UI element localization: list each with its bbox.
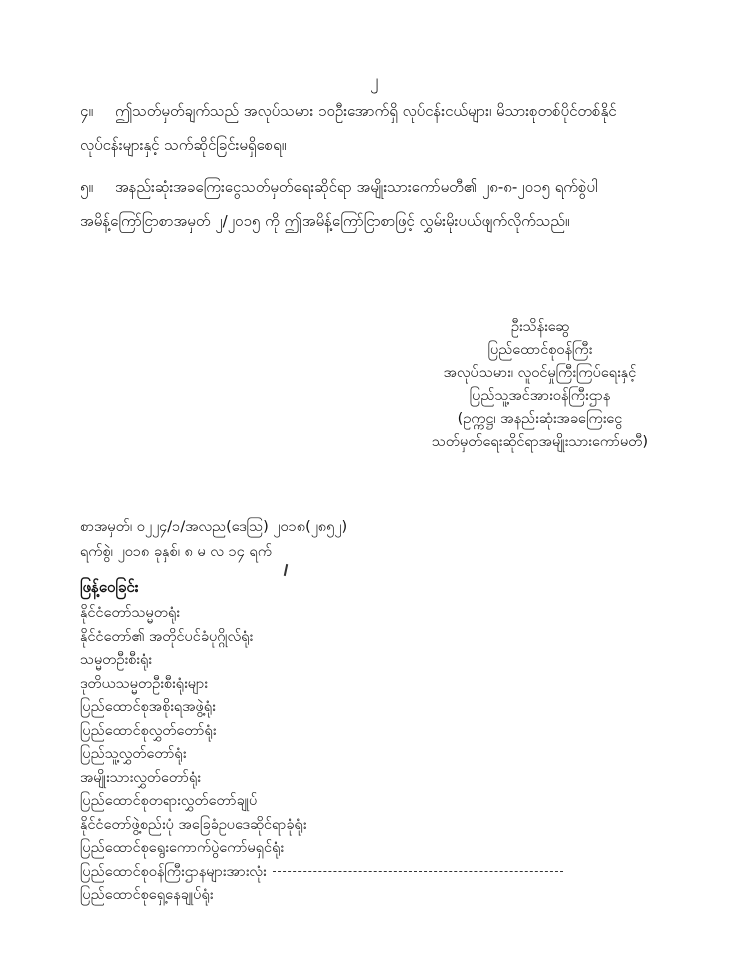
distribution-item: သမ္မတဦးစီးရုံး <box>80 652 152 668</box>
distribution-item-with-dashes <box>80 861 563 885</box>
distribution-item: နိုင်ငံတော်ဖွဲ့စည်းပုံ အခြေခံဥပဒေဆိုင်ရာခုံရုံး <box>80 816 307 833</box>
signature-block <box>390 316 690 454</box>
distribution-item: ပြည်ထောင်စုလွှတ်တော်ရုံး <box>80 722 217 739</box>
paragraph-number: ၄။ <box>80 102 93 120</box>
distribution-item: အမျိုးသားလွှတ်တော်ရုံး <box>80 769 201 786</box>
distribution-item: ဒုတိယသမ္မတဦးစီးရုံးများ <box>80 675 208 692</box>
paragraph-text: အနည်းဆုံးအခကြေးငွေသတ်မှတ်ရေးဆိုင်ရာ အမျိုးသားကော်မတီ၏ ၂၈-၈-၂၀၁၅ ရက်စွဲပါ <box>114 178 598 196</box>
paragraph-5 <box>80 170 710 238</box>
distribution-title: ဖြန့်ဝေခြင်း <box>80 578 139 596</box>
signatory-title: ပြည်ထောင်စုဝန်ကြီး <box>487 342 593 358</box>
signatory-ministry-line1: အလုပ်သမား၊ လူဝင်မှုကြီးကြပ်ရေးနှင့် <box>443 365 637 381</box>
signatory-role-line1: (ဥက္ကဋ္ဌ၊ အနည်းဆုံးအခကြေးငွေ <box>457 411 623 427</box>
date-label: ရက်စွဲ၊ <box>80 544 113 560</box>
distribution-item: ပြည်သူ့လွှတ်တော်ရုံး <box>80 746 187 762</box>
signatory-role-line2: သတ်မှတ်ရေးဆိုင်ရာအမျိုးသားကော်မတီ) <box>431 434 649 450</box>
paragraph-text: ဤသတ်မှတ်ချက်သည် အလုပ်သမား ၁၀ဦးအောက်ရှိ လုပ်ငန်းငယ်များ၊ မိသားစုတစ်ပိုင်တစ်နိုင် <box>114 102 617 120</box>
paragraph-line: လုပ်ငန်းများနှင့် သက်ဆိုင်ခြင်းမရှိစေရ။ <box>80 136 287 154</box>
distribution-item: ပြည်ထောင်စုအစိုးရအဖွဲ့ရုံး <box>80 699 216 715</box>
letter-number: စာအမှတ်၊ ၀၂၂၄/၁/အလည(ဒေသြ) ၂၀၁၈(၂၈၅၂) <box>80 519 348 535</box>
distribution-item: နိုင်ငံတော်၏ အတိုင်ပင်ခံပုဂ္ဂိုလ်ရုံး <box>80 628 254 645</box>
distribution-item: ပြည်ထောင်စုတရားလွှတ်တော်ချုပ် <box>80 793 258 809</box>
signatory-ministry-line2: ပြည်သူ့အင်အားဝန်ကြီးဌာန <box>469 388 611 404</box>
distribution-item: ပြည်ထောင်စုဝန်ကြီးဌာနများအားလုံး <box>80 863 267 880</box>
date-value: ၂၀၁၈ ခုနှစ်၊ ၈ မ လ ၁၄ ရက် <box>117 544 273 560</box>
paragraph-line: အမိန့်ကြော်ငြာစာအမှတ် ၂/၂၀၁၅ ကို ဤအမိန့်ကြော်ငြာစာဖြင့် လွှမ်းမိုးပယ်ဖျက်လိုက်သည်။ <box>80 212 570 230</box>
distribution-list <box>80 602 563 908</box>
paragraph-line <box>80 94 710 128</box>
letter-date <box>80 543 272 564</box>
distribution-item: နိုင်ငံတော်သမ္မတရုံး <box>80 605 180 621</box>
pen-mark <box>284 564 288 576</box>
distribution-item: ပြည်ထောင်စုရွေးကောက်ပွဲကော်မရှင်ရုံး <box>80 840 285 856</box>
paragraph-4 <box>80 94 710 162</box>
paragraph-number: ၅။ <box>80 178 93 196</box>
distribution-item: ပြည်ထောင်စုရှေ့နေချုပ်ရုံး <box>80 887 214 903</box>
paragraph-line <box>80 170 710 204</box>
page-number: ၂ <box>370 71 379 91</box>
signatory-name: ဦးသိန်းဆွေ <box>510 319 570 335</box>
dashed-line <box>273 871 563 872</box>
